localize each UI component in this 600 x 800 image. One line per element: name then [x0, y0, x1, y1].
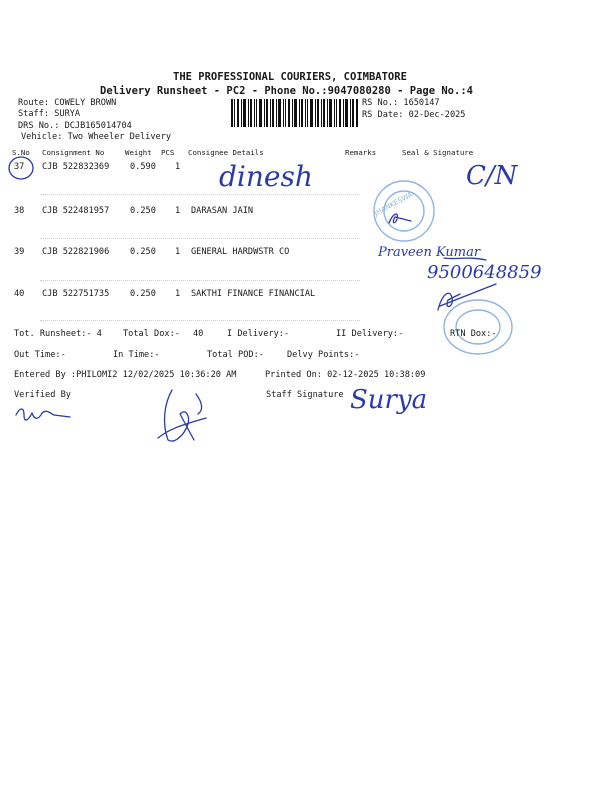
table-row-weight: 0.250: [130, 247, 156, 257]
summary-ii-delivery: II Delivery:-: [336, 329, 404, 339]
staff-signature-text: Surya: [350, 385, 428, 415]
handwritten-phone-text: 9500648859: [427, 262, 542, 283]
col-header-seal: Seal & Signature: [402, 148, 474, 157]
handwritten-receiver-text: Praveen Kumar: [378, 245, 481, 260]
staff-label: Staff: SURYA: [18, 109, 81, 119]
middle-signature: [150, 384, 220, 454]
col-header-sno: S.No: [12, 148, 30, 157]
summary-total-dox-value: 40: [193, 329, 204, 339]
summary-rtn-dox: RTN Dox:-: [450, 329, 497, 339]
table-row-consignee: GENERAL HARDWSTR CO: [191, 247, 290, 257]
table-row-consignment: CJB 522751735: [42, 289, 110, 299]
summary-delvy-points: Delvy Points:-: [287, 350, 360, 360]
col-header-pcs: PCS: [161, 148, 175, 157]
table-row-consignment: CJB 522821906: [42, 247, 110, 257]
handwritten-name: [215, 150, 315, 198]
col-header-remarks: Remarks: [345, 148, 377, 157]
round-stamp-icon: [440, 296, 522, 358]
handwritten-cn-text: C/N: [466, 161, 518, 191]
table-row-pcs: 1: [175, 206, 181, 216]
handwritten-cn: [462, 154, 526, 194]
circle-mark-icon: [6, 154, 36, 182]
table-row-consignee: SAKTHI FINANCE FINANCIAL: [191, 289, 316, 299]
vehicle-label: Vehicle: Two Wheeler Delivery: [21, 132, 172, 142]
verifier-signature: [10, 395, 80, 429]
row-separator: [40, 320, 360, 321]
handwritten-name-text: dinesh: [219, 160, 313, 193]
summary-total-pod: Total POD:-: [207, 350, 264, 360]
summary-in-time: In Time:-: [113, 350, 160, 360]
table-row-weight: 0.250: [130, 289, 156, 299]
printed-on: Printed On: 02-12-2025 10:38:09: [265, 370, 426, 380]
summary-i-delivery: I Delivery:-: [227, 329, 290, 339]
summary-tot-runsheet: Tot. Runsheet:- 4: [14, 329, 102, 339]
col-header-weight: Weight: [125, 148, 152, 157]
col-header-consignee: Consignee Details: [188, 148, 264, 157]
company-title: THE PROFESSIONAL COURIERS, COIMBATORE: [173, 71, 407, 83]
table-row-sno: 37: [14, 162, 25, 172]
table-row-pcs: 1: [175, 162, 181, 172]
table-row-pcs: 1: [175, 289, 181, 299]
table-row-consignment: CJB 522481957: [42, 206, 110, 216]
col-header-consignment: Consignment No: [42, 148, 105, 157]
row-separator: [40, 280, 360, 281]
rs-date: RS Date: 02-Dec-2025: [362, 110, 466, 120]
route-label: Route: COWELY BROWN: [18, 98, 117, 108]
table-row-sno: 38: [14, 206, 25, 216]
staff-signature-label: Staff Signature: [266, 390, 344, 400]
table-row-sno: 40: [14, 289, 25, 299]
runsheet-title: Delivery Runsheet - PC2 - Phone No.:9047080280 - Page No.:4: [100, 85, 473, 97]
verified-by-label: Verified By: [14, 390, 71, 400]
table-row-weight: 0.250: [130, 206, 156, 216]
table-row-weight: 0.590: [130, 162, 156, 172]
initials-signature: [385, 205, 415, 229]
table-row-consignment: CJB 522832369: [42, 162, 110, 172]
summary-out-time: Out Time:-: [14, 350, 66, 360]
barcode: [231, 99, 359, 129]
stamp-text: JHANKESWA: [373, 190, 415, 218]
rs-number: RS No.: 1650147: [362, 98, 440, 108]
entered-by: Entered By :PHILOMI2 12/02/2025 10:36:20 AM: [14, 370, 237, 380]
table-row-sno: 39: [14, 247, 25, 257]
row-separator: [40, 238, 360, 239]
summary-total-dox: Total Dox:-: [123, 329, 180, 339]
staff-signature: [348, 378, 438, 418]
table-row-pcs: 1: [175, 247, 181, 257]
table-row-consignee: DARASAN JAIN: [191, 206, 254, 216]
drs-number: DRS No.: DCJB165014704: [18, 121, 132, 131]
